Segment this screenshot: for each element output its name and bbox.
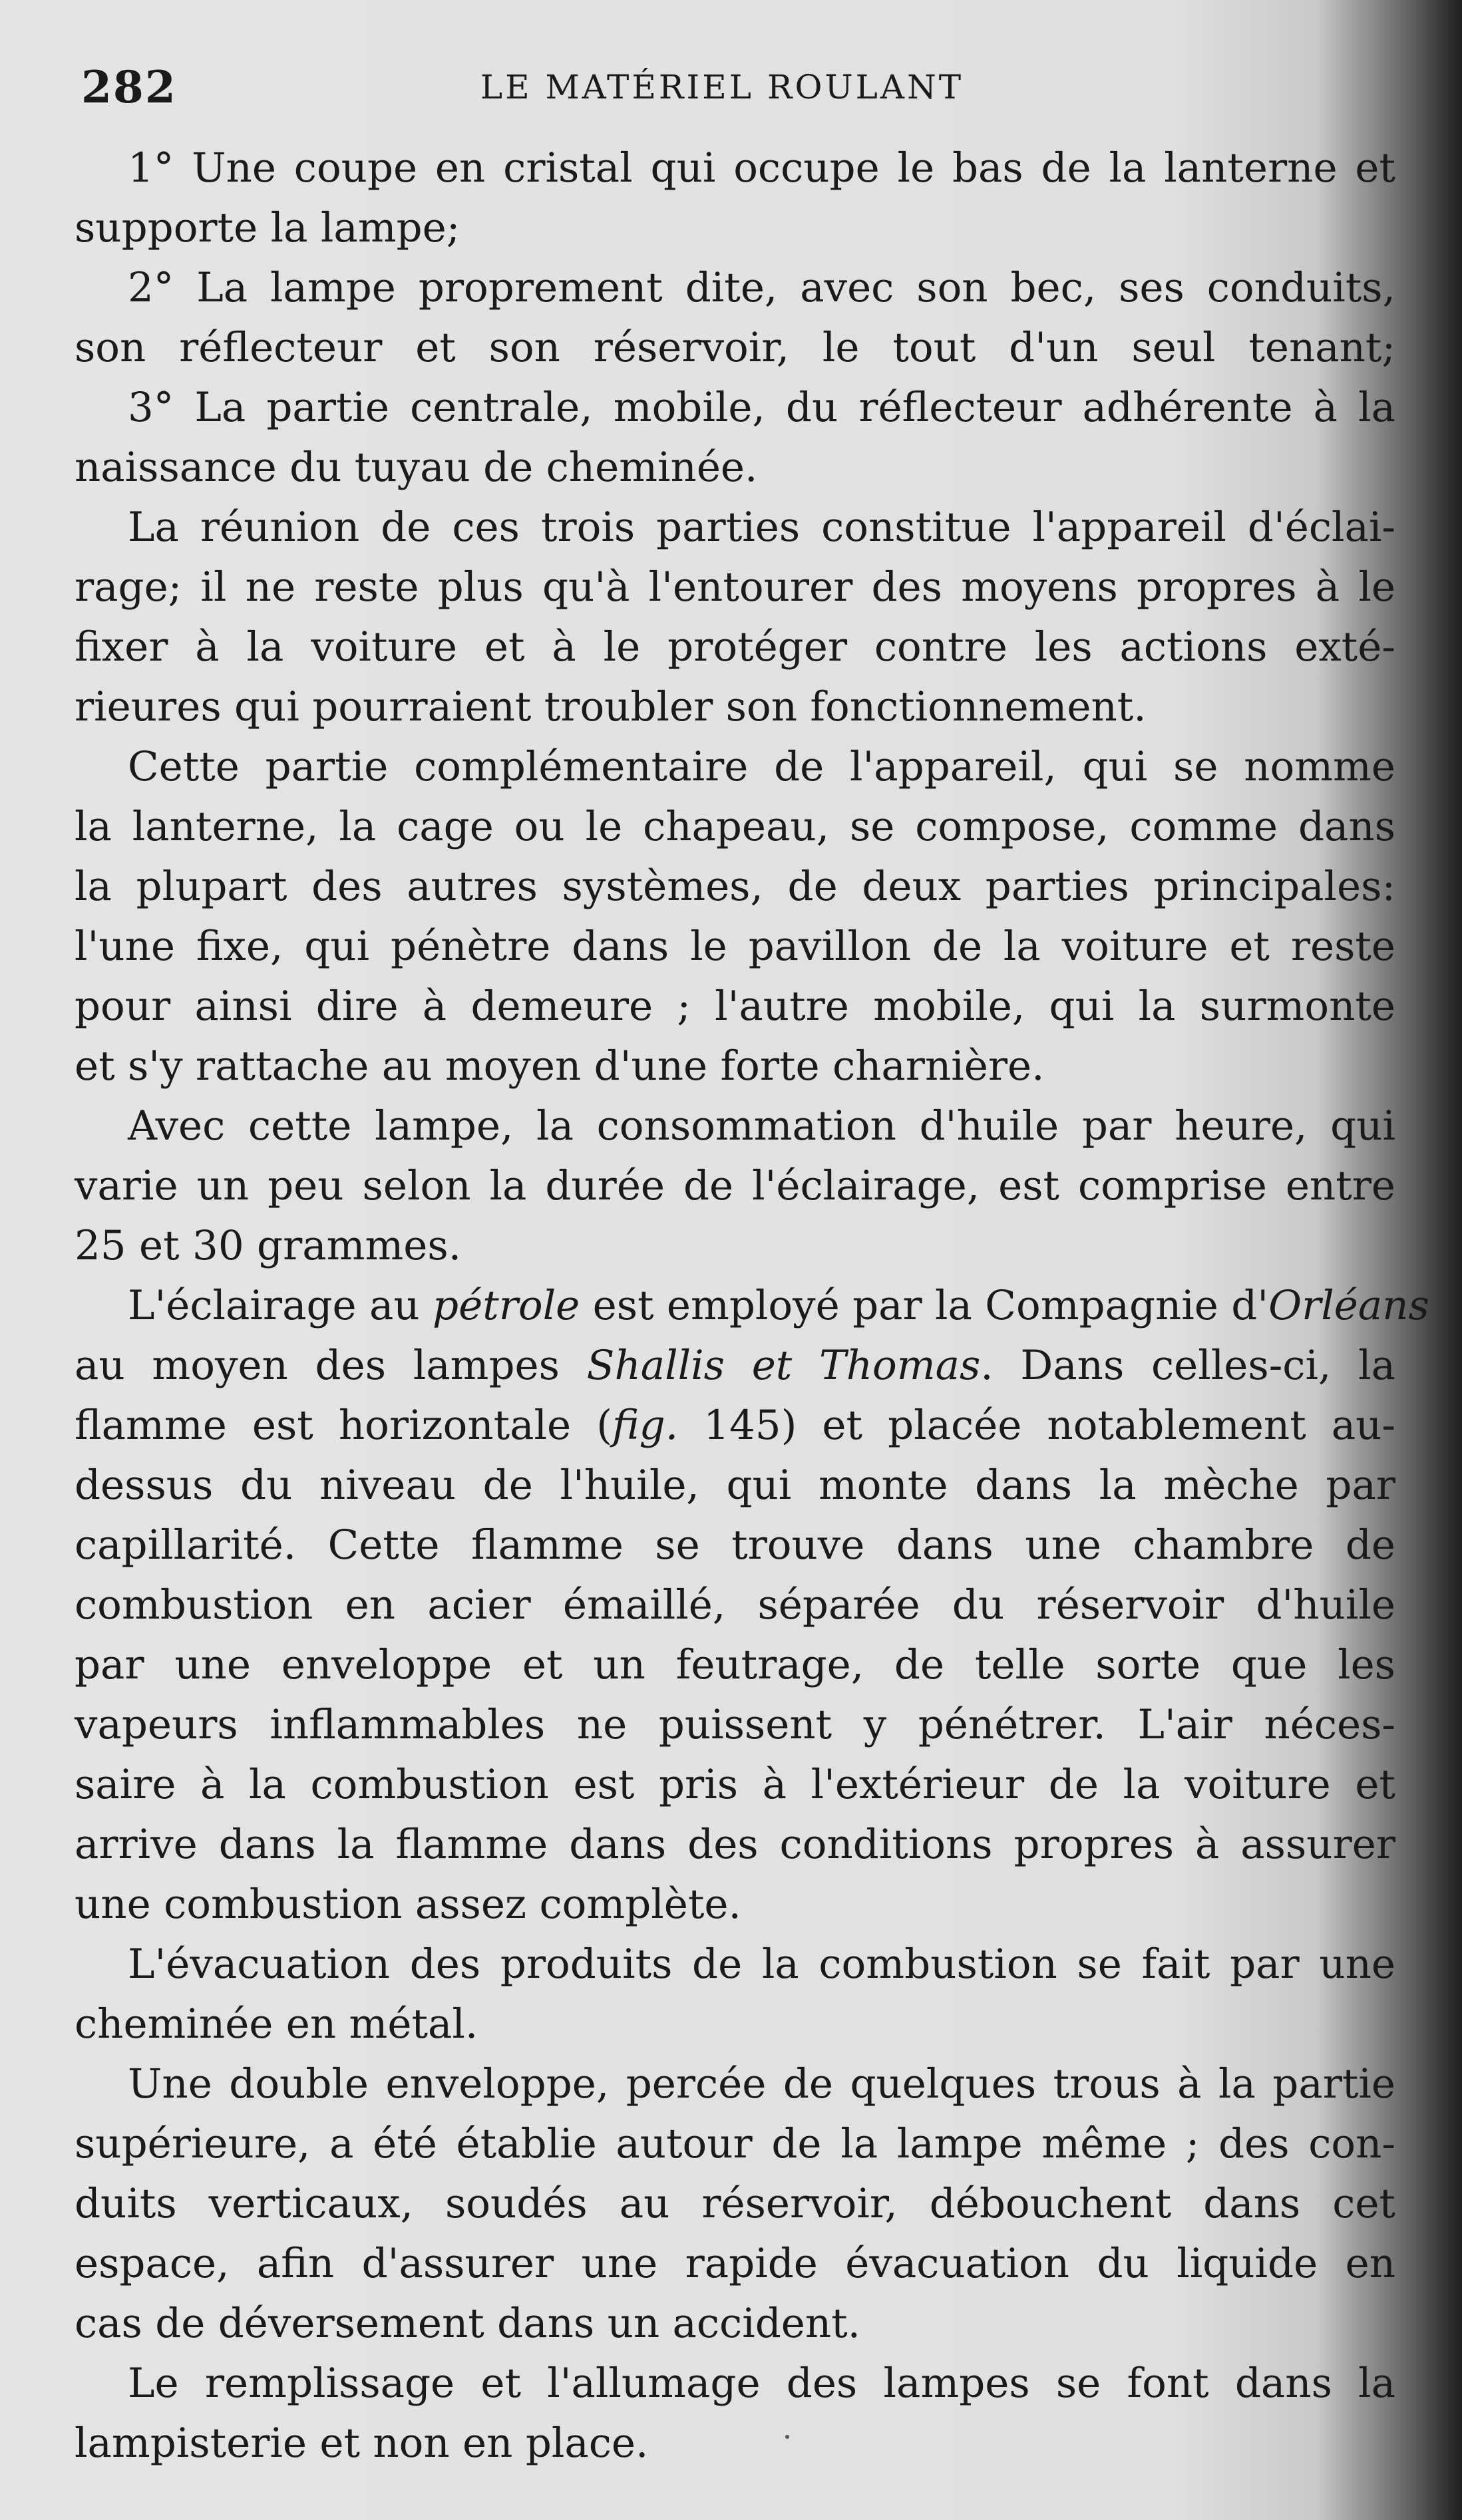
italic-text: Orléans <box>1268 1282 1429 1329</box>
text-line: La réunion de ces trois parties constitue l'appareil d'éclai- <box>128 504 1395 551</box>
text-line: 2° La lampe proprement dite, avec son bec, ses conduits, <box>128 264 1395 311</box>
text-line: Une double enveloppe, percée de quelques trous à la partie <box>128 2060 1395 2108</box>
text-line: L'évacuation des produits de la combustion se fait par une <box>128 1941 1395 1988</box>
text-line: pour ainsi dire à demeure ; l'autre mobile, qui la surmonte <box>75 983 1395 1030</box>
italic-text: fig. <box>612 1402 679 1449</box>
text-segment: au moyen des lampes <box>75 1342 587 1389</box>
text-line: rieures qui pourraient troubler son fonctionnement. <box>75 683 1147 730</box>
body-text <box>75 138 1429 2473</box>
text-line: 3° La partie centrale, mobile, du réflecteur adhérente à la <box>128 384 1395 431</box>
running-title: LE MATÉRIEL ROULANT <box>480 68 964 106</box>
text-line: vapeurs inflammables ne puissent y pénétrer. L'air néces- <box>75 1701 1395 1748</box>
page-header <box>73 61 1371 121</box>
text-line: combustion en acier émaillé, séparée du réservoir d'huile <box>75 1581 1395 1629</box>
italic-text: Shallis et Thomas <box>586 1342 981 1389</box>
text-line <box>75 1276 1429 1336</box>
text-line: Le remplissage et l'allumage des lampes se font dans la <box>128 2360 1395 2407</box>
text-line: et s'y rattache au moyen d'une forte charnière. <box>75 1042 1045 1090</box>
text-line: Cette partie complémentaire de l'appareil, qui se nomme <box>128 743 1395 790</box>
text-line: cas de déversement dans un accident. <box>75 2300 861 2347</box>
text-line: naissance du tuyau de cheminée. <box>75 444 758 491</box>
text-line: dessus du niveau de l'huile, qui monte dans la mèche par <box>75 1462 1395 1509</box>
text-line <box>75 1396 1395 1456</box>
print-speck <box>785 2435 789 2439</box>
text-segment: . Dans celles-ci, la <box>980 1342 1395 1389</box>
text-line: espace, afin d'assurer une rapide évacuation du liquide en <box>75 2240 1395 2287</box>
text-line: l'une fixe, qui pénètre dans le pavillon de la voiture et reste <box>75 923 1395 970</box>
page-number: 282 <box>81 61 177 113</box>
text-line: cheminée en métal. <box>75 2000 478 2048</box>
text-segment: L'éclairage au <box>128 1282 433 1329</box>
text-segment: 145) et placée notablement au- <box>678 1402 1396 1449</box>
text-line: duits verticaux, soudés au réservoir, débouchent dans cet <box>75 2180 1395 2227</box>
text-line: saire à la combustion est pris à l'extérieur de la voiture et <box>75 1761 1395 1808</box>
text-line: rage; il ne reste plus qu'à l'entourer des moyens propres à le <box>75 563 1395 611</box>
text-line: supporte la lampe; <box>75 204 460 251</box>
text-line: arrive dans la flamme dans des conditions propres à assurer <box>75 1821 1395 1868</box>
text-line: varie un peu selon la durée de l'éclairage, est comprise entre <box>75 1162 1395 1209</box>
text-line: 25 et 30 grammes. <box>75 1222 462 1269</box>
text-line: capillarité. Cette flamme se trouve dans une chambre de <box>75 1521 1395 1569</box>
text-line: la lanterne, la cage ou le chapeau, se compose, comme dans <box>75 803 1395 850</box>
text-line: 1° Une coupe en cristal qui occupe le bas de la lanterne et <box>128 144 1395 192</box>
text-line <box>75 1336 1395 1396</box>
text-line: supérieure, a été établie autour de la lampe même ; des con- <box>75 2120 1395 2167</box>
text-line: par une enveloppe et un feutrage, de telle sorte que les <box>75 1641 1395 1688</box>
text-segment: flamme est horizontale ( <box>75 1402 612 1449</box>
text-line: fixer à la voiture et à le protéger contre les actions exté- <box>75 623 1395 671</box>
text-segment: est employé par la Compagnie d' <box>580 1282 1269 1329</box>
italic-text: pétrole <box>433 1282 580 1329</box>
text-line: la plupart des autres systèmes, de deux parties principales: <box>75 863 1395 910</box>
text-line: son réflecteur et son réservoir, le tout d'un seul tenant; <box>75 324 1395 371</box>
text-line: lampisterie et non en place. <box>75 2420 649 2467</box>
text-line: une combustion assez complète. <box>75 1881 741 1928</box>
text-line: Avec cette lampe, la consommation d'huile par heure, qui <box>128 1102 1395 1150</box>
